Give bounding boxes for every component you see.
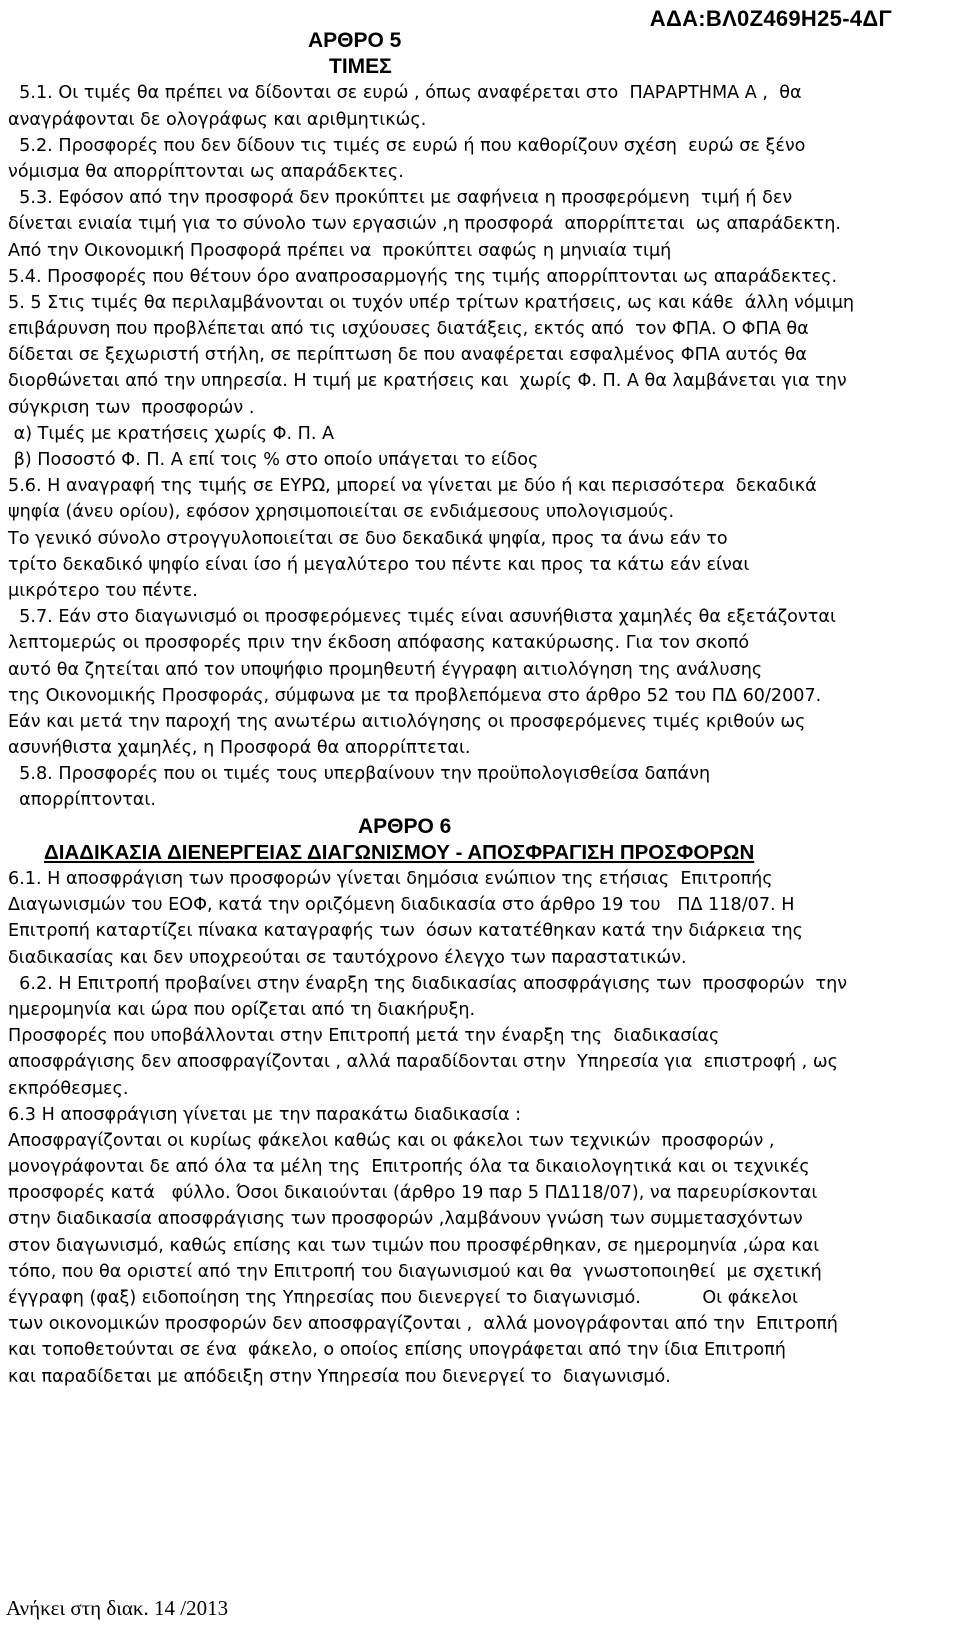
article-5-title: ΑΡΘΡΟ 5 xyxy=(308,29,402,52)
article-6-heading-text: ΔΙΑΔΙΚΑΣΙΑ ΔΙΕΝΕΡΓΕΙΑΣ ΔΙΑΓΩΝΙΣΜΟΥ - ΑΠΟΣΦΡΑΓΙΣΗ ΠΡΟΣΦΟΡΩΝ xyxy=(44,840,755,864)
text-line: απορρίπτονται. xyxy=(8,790,156,811)
text-line: λεπτομερώς οι προσφορές πριν την έκδοση απόφασης κατακύρωσης. Για τον σκοπό xyxy=(8,633,750,654)
text-line: αποσφράγισης δεν αποσφραγίζονται , αλλά παραδίδονται στην Υπηρεσία για επιστροφή , ως xyxy=(8,1052,838,1073)
ada-code: ΑΔΑ:ΒΛ0Ζ469Η25-4ΔΓ xyxy=(649,6,892,31)
article-5-subtitle: ΤΙΜΕΣ xyxy=(329,55,392,79)
text-line: 5. 5 Στις τιμές θα περιλαμβάνονται οι τυχόν υπέρ τρίτων κρατήσεις, ως και κάθε άλλη νόμιμη xyxy=(8,292,855,313)
text-line: 5.6. Η αναγραφή της τιμής σε ΕΥΡΩ, μπορεί να γίνεται με δύο ή και περισσότερα δεκαδικά xyxy=(8,476,817,497)
text-line: α) Τιμές με κρατήσεις χωρίς Φ. Π. Α xyxy=(8,423,335,444)
text-line: Εάν και μετά την παροχή της ανωτέρω αιτιολόγησης οι προσφερόμενες τιμές κριθούν ως xyxy=(8,711,806,732)
text-line: της Οικονομικής Προσφοράς, σύμφωνα με τα προβλεπόμενα στο άρθρο 52 του ΠΔ 60/2007. xyxy=(8,685,822,706)
text-line: και τοποθετούνται σε ένα φάκελο, ο οποίος επίσης υπογράφεται από την ίδια Επιτροπή xyxy=(8,1340,786,1361)
text-line: ημερομηνία και ώρα που ορίζεται από τη διακήρυξη. xyxy=(8,999,476,1020)
text-line: 5.1. Οι τιμές θα πρέπει να δίδονται σε ευρώ , όπως αναφέρεται στο ΠΑΡΑΡΤΗΜΑ Α , θα xyxy=(8,83,802,104)
text-line: δίνεται ενιαία τιμή για το σύνολο των εργασιών ,η προσφορά απορρίπτεται ως απαράδεκτη. xyxy=(8,214,841,235)
text-line: Επιτροπή καταρτίζει πίνακα καταγραφής των όσων κατατέθηκαν κατά την διάρκεια της xyxy=(8,921,804,942)
article-6-title: ΑΡΘΡΟ 6 xyxy=(358,814,452,838)
text-line: δίδεται σε ξεχωριστή στήλη, σε περίπτωση δε που αναφέρεται εσφαλμένος ΦΠΑ αυτός θα xyxy=(8,345,807,366)
text-line: σύγκριση των προσφορών . xyxy=(8,397,255,418)
text-line: 6.1. Η αποσφράγιση των προσφορών γίνεται δημόσια ενώπιον της ετήσιας Επιτροπής xyxy=(8,869,773,889)
text-line: Προσφορές που υποβάλλονται στην Επιτροπή μετά την έναρξη της διαδικασίας xyxy=(8,1026,720,1047)
article-6-heading xyxy=(8,840,952,866)
text-line: 6.3 Η αποσφράγιση γίνεται με την παρακάτω διαδικασία : xyxy=(8,1104,522,1125)
text-line: έγγραφη (φαξ) ειδοποίηση της Υπηρεσίας που διενεργεί το διαγωνισμό. Οι φάκελοι xyxy=(8,1288,798,1308)
text-line: αναγράφονται δε ολογράφως και αριθμητικώς. xyxy=(8,109,427,130)
text-line: 5.8. Προσφορές που οι τιμές τους υπερβαίνουν την προϋπολογισθείσα δαπάνη xyxy=(8,764,711,785)
text-line: Αποσφραγίζονται οι κυρίως φάκελοι καθώς και οι φάκελοι των τεχνικών προσφορών , xyxy=(8,1130,775,1151)
footer-note: Ανήκει στη διακ. 14 /2013 xyxy=(6,1596,229,1620)
text-line: μονογράφονται δε από όλα τα μέλη της Επιτροπής όλα τα δικαιολογητικά και οι τεχνικές xyxy=(8,1157,810,1178)
text-line: αυτό θα ζητείται από τον υποψήφιο προμηθευτή έγγραφη αιτιολόγηση της ανάλυσης xyxy=(8,659,763,680)
text-line: τρίτο δεκαδικό ψηφίο είναι ίσο ή μεγαλύτερο του πέντε και προς τα κάτω εάν είναι xyxy=(8,554,750,575)
text-line: επιβάρυνση που προβλέπεται από τις ισχύουσες διατάξεις, εκτός από τον ΦΠΑ. Ο ΦΠΑ θα xyxy=(8,319,809,340)
text-line: Από την Οικονομική Προσφορά πρέπει να προκύπτει σαφώς η μηνιαία τιμή xyxy=(8,240,672,261)
article-6-body xyxy=(8,866,952,1390)
text-line: Διαγωνισμών του ΕΟΦ, κατά την οριζόμενη διαδικασία στο άρθρο 19 του ΠΔ 118/07. Η xyxy=(8,895,795,916)
text-line: μικρότερο του πέντε. xyxy=(8,580,198,601)
article-5-body xyxy=(8,80,952,813)
text-line: διορθώνεται από την υπηρεσία. Η τιμή με κρατήσεις και χωρίς Φ. Π. Α θα λαμβάνεται για την xyxy=(8,371,847,392)
text-line: ασυνήθιστα χαμηλές, η Προσφορά θα απορρίπτεται. xyxy=(8,738,471,759)
document-body xyxy=(8,28,952,1390)
text-line: διαδικασίας και δεν υποχρεούται σε ταυτόχρονο έλεγχο των παραστατικών. xyxy=(8,947,687,968)
text-line: τόπο, που θα οριστεί από την Επιτροπή του διαγωνισμού και θα γνωστοποιηθεί με σχετική xyxy=(8,1261,822,1282)
text-line: εκπρόθεσμες. xyxy=(8,1078,129,1099)
text-line: των οικονομικών προσφορών δεν αποσφραγίζονται , αλλά μονογράφονται από την Επιτροπή xyxy=(8,1314,838,1335)
text-line: 5.7. Εάν στο διαγωνισμό οι προσφερόμενες τιμές είναι ασυνήθιστα χαμηλές θα εξετάζονται xyxy=(8,607,836,628)
text-line: Το γενικό σύνολο στρογγυλοποιείται σε δυο δεκαδικά ψηφία, προς τα άνω εάν το xyxy=(8,528,728,549)
text-line: 6.2. Η Επιτροπή προβαίνει στην έναρξη της διαδικασίας αποσφράγισης των προσφορών την xyxy=(8,973,848,994)
text-line: προσφορές κατά φύλλο. Όσοι δικαιούνται (άρθρο 19 παρ 5 ΠΔ118/07), να παρευρίσκονται xyxy=(8,1183,818,1204)
text-line: 5.2. Προσφορές που δεν δίδουν τις τιμές σε ευρώ ή που καθορίζουν σχέση ευρώ σε ξένο xyxy=(8,135,806,156)
text-line: 5.3. Εφόσον από την προσφορά δεν προκύπτει με σαφήνεια η προσφερόμενη τιμή ή δεν xyxy=(8,188,793,209)
text-line: νόμισμα θα απορρίπτονται ως απαράδεκτες. xyxy=(8,161,404,182)
text-line: β) Ποσοστό Φ. Π. Α επί τοις % στο οποίο υπάγεται το είδος xyxy=(8,450,539,470)
text-line: 5.4. Προσφορές που θέτουν όρο αναπροσαρμογής της τιμής απορρίπτονται ως απαράδεκτες. xyxy=(8,266,838,287)
text-line: ψηφία (άνευ ορίου), εφόσον χρησιμοποιείται σε ενδιάμεσους υπολογισμούς. xyxy=(8,502,675,523)
text-line: στην διαδικασία αποσφράγισης των προσφορών ,λαμβάνουν γνώση των συμμετασχόντων xyxy=(8,1209,803,1230)
text-line: και παραδίδεται με απόδειξη στην Υπηρεσία που διενεργεί το διαγωνισμό. xyxy=(8,1366,671,1387)
text-line: στον διαγωνισμό, καθώς επίσης και των τιμών που προσφέρθηκαν, σε ημερομηνία ,ώρα και xyxy=(8,1235,820,1256)
